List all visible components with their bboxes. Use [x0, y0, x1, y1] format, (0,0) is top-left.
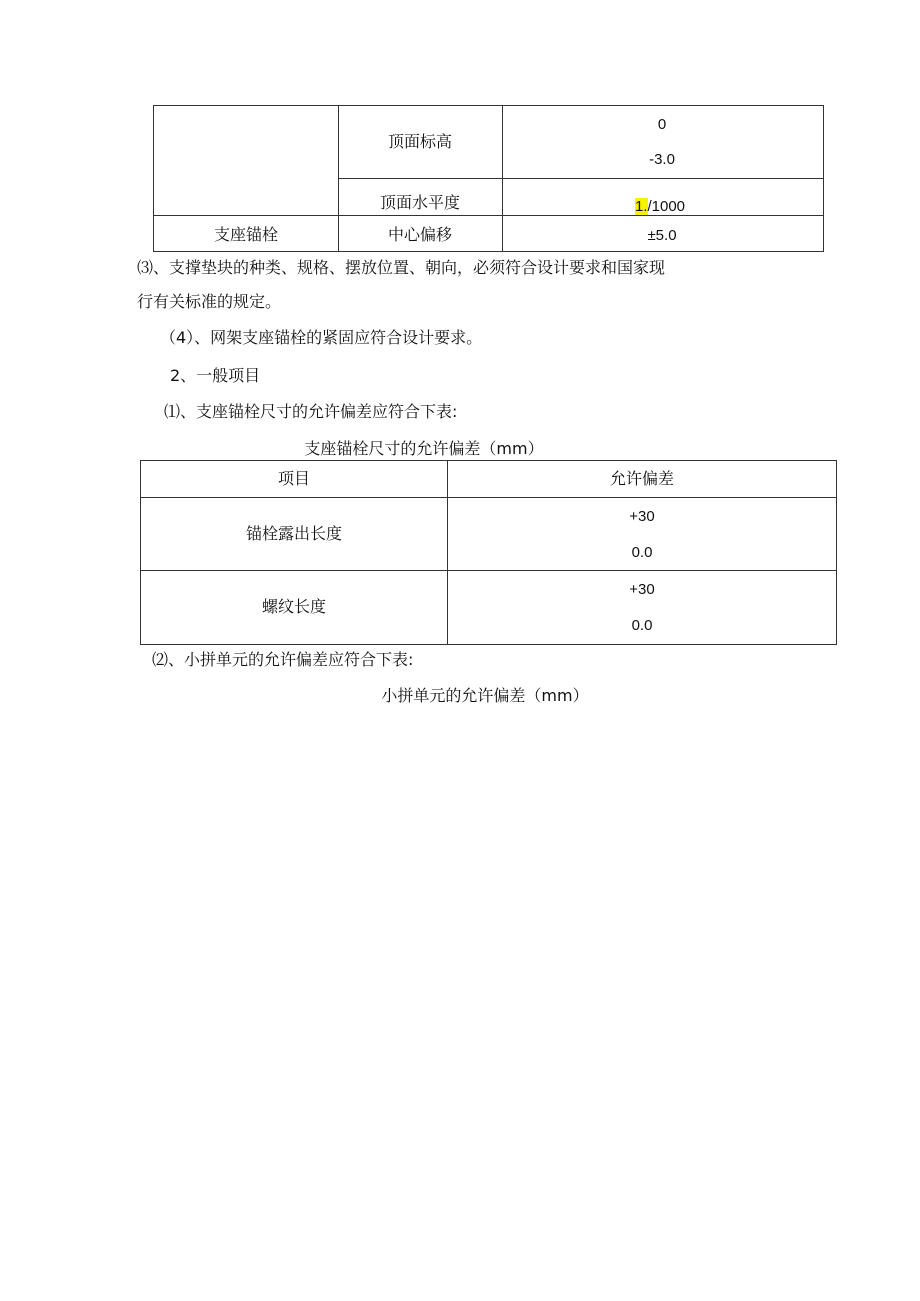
- table-border: [140, 570, 837, 571]
- table-cell: 1./1000: [634, 198, 686, 215]
- table-cell: 中心偏移: [387, 225, 453, 244]
- paragraph: ⑵、小拼单元的允许偏差应符合下表:: [152, 650, 414, 669]
- table-caption: 支座锚栓尺寸的允许偏差（mm）: [304, 439, 544, 458]
- table-border: [502, 105, 503, 252]
- section-heading: 2、一般项目: [170, 366, 261, 385]
- table-header: 项目: [277, 469, 311, 488]
- table-cell: 锚栓露出长度: [245, 524, 343, 543]
- table-border: [823, 105, 824, 252]
- table-border: [140, 460, 141, 645]
- table-border: [153, 215, 824, 216]
- table-border: [338, 105, 339, 252]
- table-border: [153, 251, 824, 252]
- table-border: [140, 497, 837, 498]
- paragraph-line: 行有关标准的规定。: [137, 292, 282, 311]
- table-header: 允许偏差: [609, 469, 675, 488]
- table-border: [140, 644, 837, 645]
- table-border: [153, 105, 154, 252]
- table-border: [153, 105, 824, 106]
- table-caption: 小拼单元的允许偏差（mm）: [381, 686, 589, 705]
- table-cell: 顶面水平度: [379, 193, 461, 212]
- table-cell: 顶面标高: [387, 132, 453, 151]
- table-cell: -3.0: [649, 151, 675, 168]
- table-cell: ±5.0: [647, 227, 677, 244]
- table-border: [140, 460, 837, 461]
- table-cell: 螺纹长度: [261, 597, 327, 616]
- table-cell: +30: [629, 581, 655, 598]
- table-border: [338, 178, 824, 179]
- table-cell: 0: [657, 116, 667, 133]
- table-cell: 支座锚栓: [213, 225, 279, 244]
- table-cell: 0.0: [631, 617, 653, 634]
- table-border: [836, 460, 837, 645]
- paragraph-line: ⑶、支撑垫块的种类、规格、摆放位置、朝向，必须符合设计要求和国家现: [137, 258, 666, 277]
- table-cell: +30: [629, 508, 655, 525]
- table-cell: 0.0: [631, 544, 653, 561]
- paragraph: （4）、网架支座锚栓的紧固应符合设计要求。: [160, 328, 483, 347]
- table-border: [447, 460, 448, 645]
- paragraph: ⑴、支座锚栓尺寸的允许偏差应符合下表:: [164, 402, 458, 421]
- highlight-mark: 1.: [634, 198, 648, 215]
